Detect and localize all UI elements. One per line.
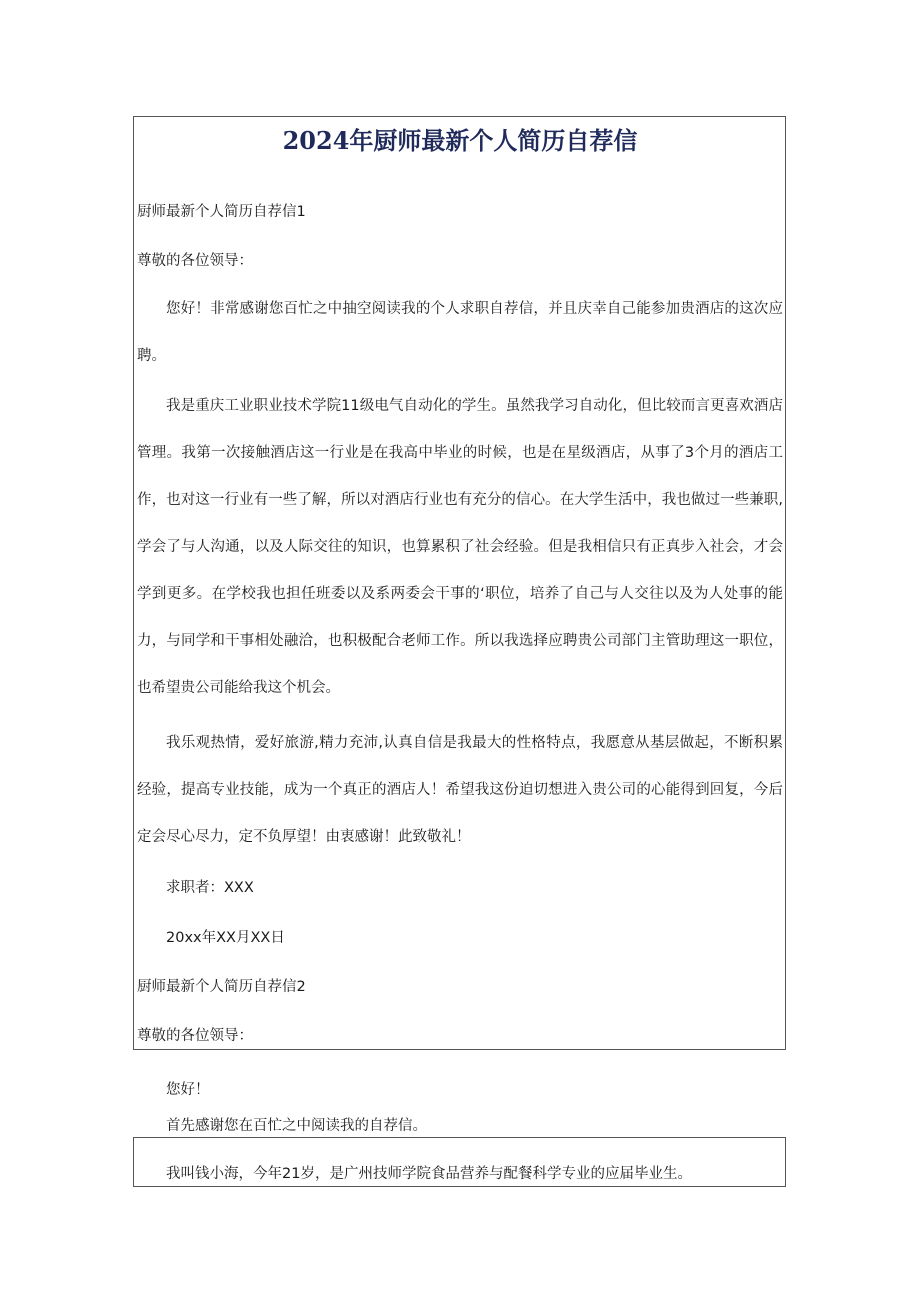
letter1-paragraph-1: 您好！非常感谢您百忙之中抽空阅读我的个人求职自荐信，并且庆幸自己能参加贵酒店的这次应聘。 xyxy=(137,301,783,364)
letter2-greeting: 您好！ xyxy=(166,1082,210,1098)
letter2-intro: 首先感谢您在百忙之中阅读我的自荐信。 xyxy=(166,1118,427,1134)
letter1-paragraph-3: 我乐观热情，爱好旅游,精力充沛,认真自信是我最大的性格特点，我愿意从基层做起，不断积累经验，提高专业技能，成为一个真正的酒店人！希望我这份迫切想进入贵公司的心能得到回复，今后定会尽心尽力，定不负厚望！由衷感谢！此致敬礼！ xyxy=(137,735,783,845)
document-title: 2024年厨师最新个人简历自荐信 xyxy=(282,126,638,155)
letter1-signer: 求职者：XXX xyxy=(166,880,254,896)
letter1-paragraph-2: 我是重庆工业职业技术学院11级电气自动化的学生。虽然我学习自动化，但比较而言更喜欢酒店管理。我第一次接触酒店这一行业是在我高中毕业的时候，也是在星级酒店，从事了3个月的酒店工作，也对这一行业有一些了解，所以对酒店行业也有充分的信心。在大学生活中，我也做过一些兼职,学会了与人沟通，以及人际交往的知识，也算累积了社会经验。但是我相信只有正真步入社会，才会学到更多。在学校我也担任班委以及系两委会干事的‘职位，培养了自己与人交往以及为人处事的能力，与同学和干事相处融洽，也积极配合老师工作。所以我选择应聘贵公司部门主管助理这一职位，也希望贵公司能给我这个机会。 xyxy=(137,398,783,696)
letter2-self-intro: 我叫钱小海，今年21岁，是广州技师学院食品营养与配餐科学专业的应届毕业生。 xyxy=(166,1166,692,1182)
letter1-date: 20xx年XX月XX日 xyxy=(166,930,285,946)
letter2-heading: 厨师最新个人简历自荐信2 xyxy=(137,979,306,995)
letter2-salutation: 尊敬的各位领导： xyxy=(137,1028,253,1044)
letter1-salutation: 尊敬的各位领导： xyxy=(137,253,253,269)
letter1-heading: 厨师最新个人简历自荐信1 xyxy=(137,204,306,220)
